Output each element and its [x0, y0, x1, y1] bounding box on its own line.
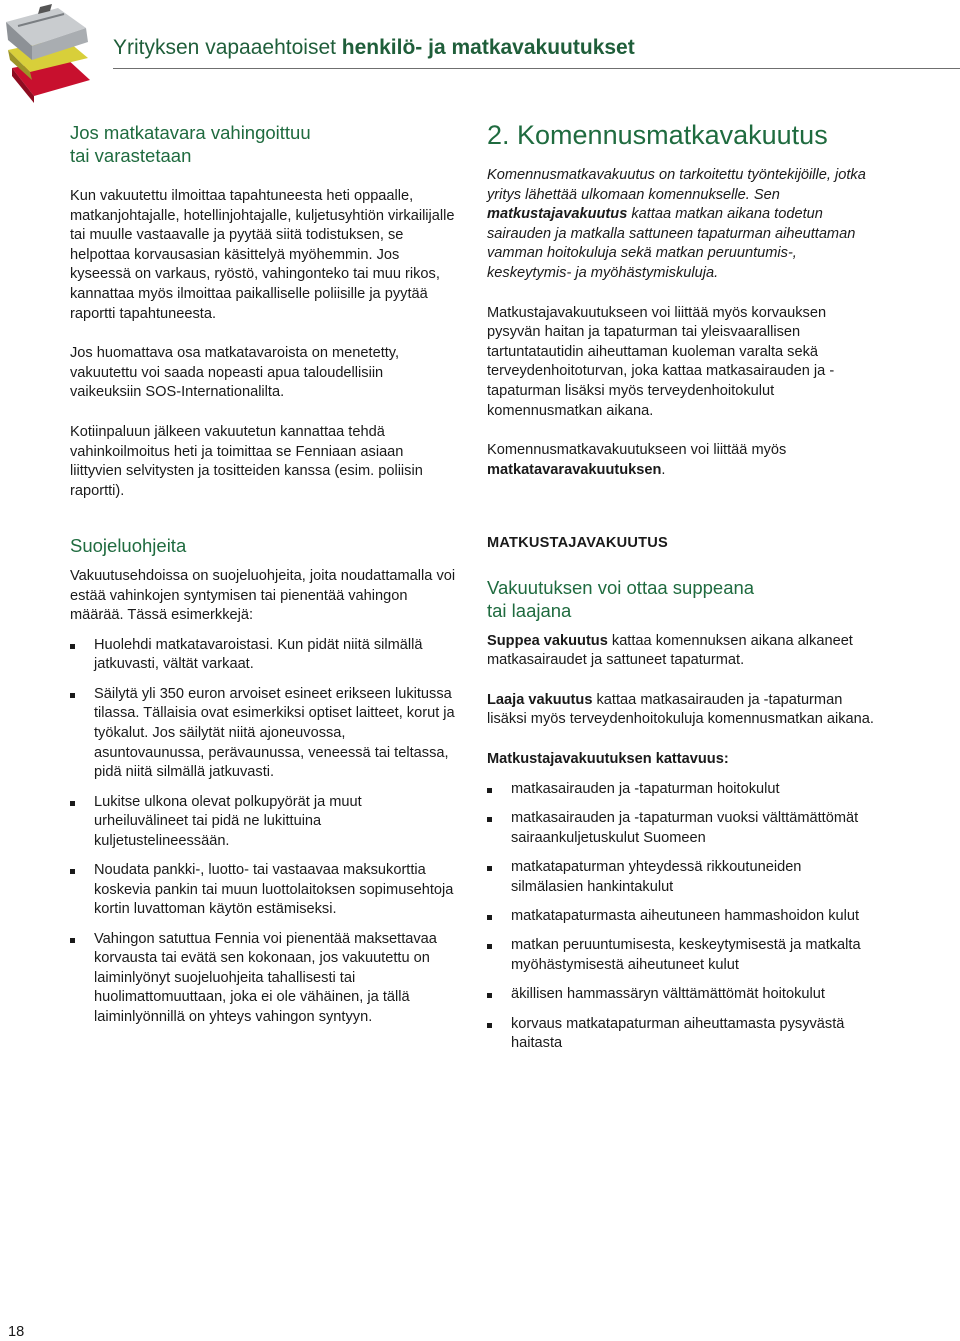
paragraph: Kotiinpaluun jälkeen vakuutetun kannattaa tehdä vahinkoilmoitus heti ja toimittaa se Fenniaan asiaan liittyvien selvitysten ja tositteiden kanssa (esim. poliisin raportti).: [70, 423, 423, 499]
list-item: Säilytä yli 350 euron arvoiset esineet erikseen lukitussa tilassa. Tällaisia ovat esimerkiksi optiset laitteet, korut ja työkalut. Jos säilytät niitä ajoneuvossa, asuntovaunussa, perävaunussa, veneessä tai teltassa, pidä niitä silmällä jatkuvasti.: [70, 685, 456, 783]
paragraph: Matkustajavakuutukseen voi liittää myös korvauksen pysyvän haitan ja tapaturman tai yleisvaarallisen tartuntatautidin aiheuttaman kuoleman varalta sekä terveydenhoitoturvan, joka kattaa matkasairauden ja -tapaturman lisäksi myös terveydenhoitokulut komennusmatkan aikana.: [487, 304, 835, 419]
header-divider: [113, 68, 960, 69]
intro-paragraph: Komennusmatkavakuutus on tarkoitettu työntekijöille, jotka yritys lähettää ulkomaan komennukselle. Sen matkustajavakuutus kattaa matkan aikana todetun sairauden ja matkalla sattuneen tapaturman aiheuttaman vamman hoitokuluja sekä matkan peruuntumis-, keskeytymis- ja myöhästymiskuluja.: [487, 167, 866, 281]
paragraph: Jos huomattava osa matkatavaroista on menetetty, vakuutettu voi saada nopeasti apua taloudellisiin vaikeuksiin SOS-Internationalilta.: [70, 345, 400, 401]
list-item: matkatapaturman yhteydessä rikkoutuneiden silmälasien hankintakulut: [487, 858, 877, 897]
section-heading: Vakuutuksen voi ottaa suppeana tai laajana: [487, 576, 755, 621]
business-travel-section: [487, 118, 877, 480]
paragraph: Kun vakuutettu ilmoittaa tapahtuneesta heti oppaalle, matkanjohtajalle, hotellinjohtajalle, kuljetusyhtiön virkailijalle tai muulle vastaavalle ja pyytää siitä todistuksen, se helpottaa korvausasian käsittelyä myöhemmin. Jos kyseessä on varkaus, ryöstö, vahingonteko tai muu rikos, kannattaa myös ilmoittaa paikalliselle poliisille ja pyytää raportti tapahtuneesta.: [70, 188, 455, 322]
list-item: matkasairauden ja -tapaturman vuoksi välttämättömät sairaankuljetuskulut Suomeen: [487, 809, 877, 848]
list-item: matkan peruuntumisesta, keskeytymisestä ja matkalta myöhästymisestä aiheutuneet kulut: [487, 936, 877, 975]
list-item: äkillisen hammassäryn välttämättömät hoitokulut: [487, 985, 877, 1005]
protection-guidelines-section: [70, 534, 456, 1037]
coverage-list: [487, 780, 877, 1054]
caps-heading: MATKUSTAJAVAKUUTUS: [487, 535, 668, 551]
list-item: matkatapaturmasta aiheutuneen hammashoidon kulut: [487, 907, 877, 927]
list-item: Vahingon satuttua Fennia voi pienentää maksettavaa korvausta tai evätä sen kokonaan, jos vakuutettu on laiminlyönyt suojeluohjeita tahallisesti tai huolimattomuuttaan, joka ei ole vähäinen, ja tällä laiminlyönnillä on yhteys vahingon syntyyn.: [70, 930, 456, 1028]
list-item: korvaus matkatapaturman aiheuttamasta pysyvästä haitasta: [487, 1015, 877, 1054]
guideline-list: [70, 636, 456, 1028]
paragraph: Vakuutusehdoissa on suojeluohjeita, joita noudattamalla voi estää vahinkojen syntymisen tai pienentää vahingon määrää. Tässä esimerkkejä:: [70, 568, 456, 624]
section-title: 2. Komennusmatkavakuutus: [487, 120, 828, 150]
paragraph: Suppea vakuutus kattaa komennuksen aikana alkaneet matkasairaudet ja sattuneet tapaturmat.: [487, 632, 853, 669]
list-item: matkasairauden ja -tapaturman hoitokulut: [487, 780, 877, 800]
suitcase-stack-icon: [4, 0, 104, 104]
paragraph: Laaja vakuutus kattaa matkasairauden ja -tapaturman lisäksi myös terveydenhoitokuluja komennusmatkan aikana.: [487, 691, 874, 728]
list-item: Noudata pankki-, luotto- tai vastaavaa maksukorttia koskevia pankin tai muun luottolaitoksen sopimusehtoja kortin luvattoman käytön estämiseksi.: [70, 861, 456, 920]
list-item: Lukitse ulkona olevat polkupyörät ja muut urheiluvälineet tai pidä ne lukittuina kuljetustelineessään.: [70, 793, 456, 852]
page-number: 18: [8, 1324, 25, 1340]
list-item: Huolehdi matkatavaroistasi. Kun pidät niitä silmällä jatkuvasti, vältät varkaat.: [70, 636, 456, 675]
page-header-title: Yrityksen vapaaehtoiset henkilö- ja matkavakuutukset: [113, 36, 635, 59]
lost-luggage-section: [70, 121, 456, 501]
paragraph: Komennusmatkavakuutukseen voi liittää myös matkatavaravakuutuksen.: [487, 442, 787, 478]
traveller-insurance-section: [487, 534, 877, 1064]
coverage-heading: Matkustajavakuutuksen kattavuus:: [487, 750, 729, 767]
section-heading: Suojeluohjeita: [70, 535, 187, 556]
section-heading: Jos matkatavara vahingoittuu tai varastetaan: [70, 122, 311, 166]
